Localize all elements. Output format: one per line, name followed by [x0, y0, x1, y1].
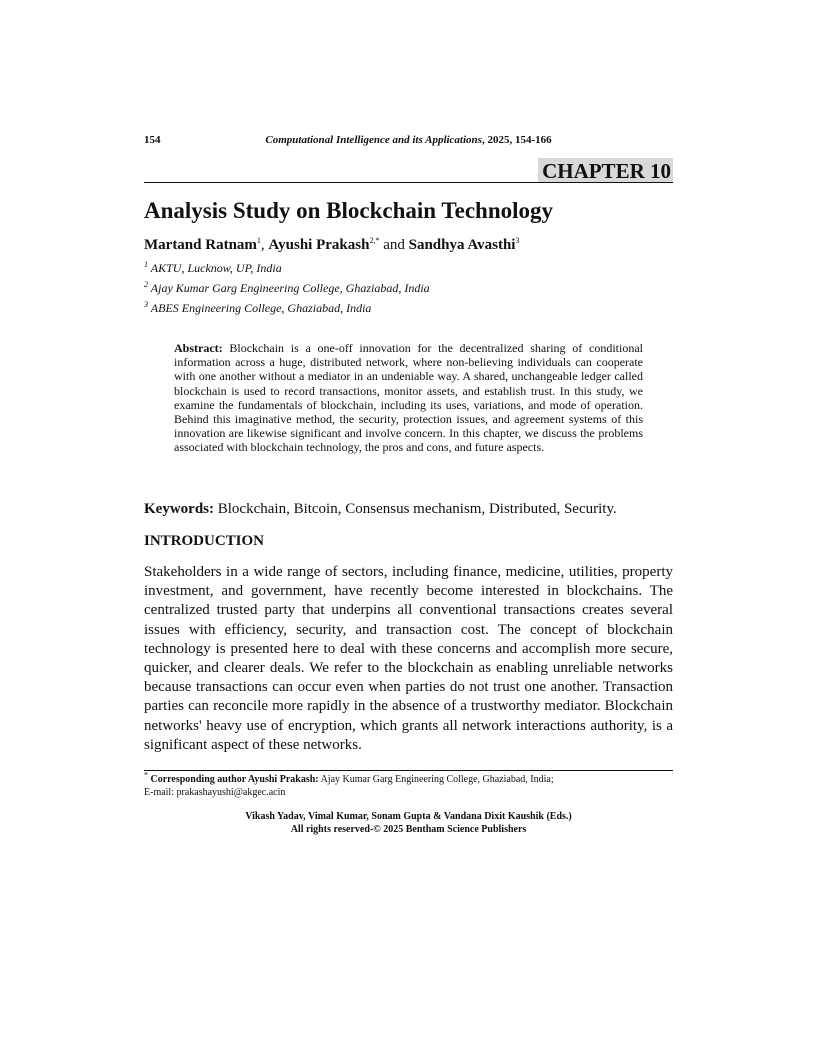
keywords-text: Blockchain, Bitcoin, Consensus mechanism, Distributed, Security.	[217, 501, 617, 517]
copyright-line: All rights reserved-© 2025 Bentham Science Publishers	[290, 824, 527, 835]
keywords-label: Keywords:	[144, 501, 214, 517]
author-name: Sandhya Avasthi	[408, 237, 516, 253]
footnote	[144, 770, 673, 799]
chapter-label: CHAPTER 10	[538, 158, 673, 183]
footnote-marker: *	[144, 770, 148, 780]
journal-title: Computational Intelligence and its Applications	[265, 134, 482, 146]
footnote-email: E-mail: prakashayushi@akgec.acin	[144, 787, 286, 798]
abstract-text: Blockchain is a one-off innovation for the decentralized sharing of conditional information across a huge, distributed network, where non-believing individuals can cooperate with one another without a mediator in an undeniable way. A shared, unchangeable ledger called blockchain is used to record transactions, monitor assets, and establish trust. In this study, we examine the fundamentals of blockchain, including its uses, variations, and mode of operation. Behind this imaginative method, the security, protection issues, and agreement systems of this innovation are likewise significant and involve concern. In this chapter, we discuss the problems associated with blockchain technology, the pros and cons, and future aspects.	[174, 341, 644, 455]
page-number: 154	[144, 134, 161, 146]
footnote-text: Ajay Kumar Garg Engineering College, Ghaziabad, India;	[320, 774, 554, 785]
chapter-divider	[144, 182, 673, 183]
affiliation-mark: 3	[144, 300, 148, 309]
author-name: Martand Ratnam	[144, 237, 257, 253]
author-affiliation-mark: 2,*	[369, 236, 380, 245]
abstract-label: Abstract:	[174, 341, 223, 355]
affiliation	[144, 258, 673, 278]
author-list	[144, 235, 673, 255]
author-affiliation-mark: 1	[256, 236, 261, 245]
editors-names: Vikash Yadav, Vimal Kumar, Sonam Gupta & Vandana Dixit Kaushik (Eds.)	[245, 811, 572, 822]
affiliation-mark: 2	[144, 280, 148, 289]
affiliation-text: AKTU, Lucknow, UP, India	[150, 261, 282, 275]
footnote-label: Corresponding author Ayushi Prakash:	[150, 774, 319, 785]
affiliation-list	[144, 258, 673, 318]
keywords	[144, 499, 673, 519]
paper-title: Analysis Study on Blockchain Technology	[144, 198, 554, 223]
introduction-paragraph: Stakeholders in a wide range of sectors, including finance, medicine, utilities, property investment, and government, have recently become interested in blockchains. The centralized trusted party that underpins all conventional transactions creates several issues with efficiency, security, and transaction cost. The concept of blockchain technology is presented here to deal with these concerns and accomplish more secure, quicker, and clearer deals. We refer to the blockchain as enabling unreliable networks because transactions can occur even when parties do not trust one another. Transaction parties can reconcile more rapidly in the absence of a trustworthy mediator. Blockchain networks' heavy use of encryption, which grants all network interactions authority, is a significant aspect of these networks.	[144, 564, 673, 753]
author-separator: ,	[260, 237, 269, 253]
author-affiliation-mark: 3	[515, 236, 520, 245]
editors-credit	[144, 810, 673, 836]
abstract	[174, 341, 643, 455]
affiliation-text: Ajay Kumar Garg Engineering College, Ghaziabad, India	[150, 281, 430, 295]
footnote-divider	[144, 770, 673, 771]
journal-year-pages: , 2025, 154-166	[481, 134, 552, 146]
affiliation-mark: 1	[144, 260, 148, 269]
footnote-line	[144, 770, 673, 786]
author-separator: and	[379, 237, 409, 253]
affiliation	[144, 298, 673, 318]
page	[144, 0, 673, 1056]
author-name: Ayushi Prakash	[268, 237, 370, 253]
journal-citation	[144, 133, 673, 147]
affiliation	[144, 278, 673, 298]
section-heading-introduction: INTRODUCTION	[144, 533, 265, 549]
affiliation-text: ABES Engineering College, Ghaziabad, India	[150, 301, 372, 315]
